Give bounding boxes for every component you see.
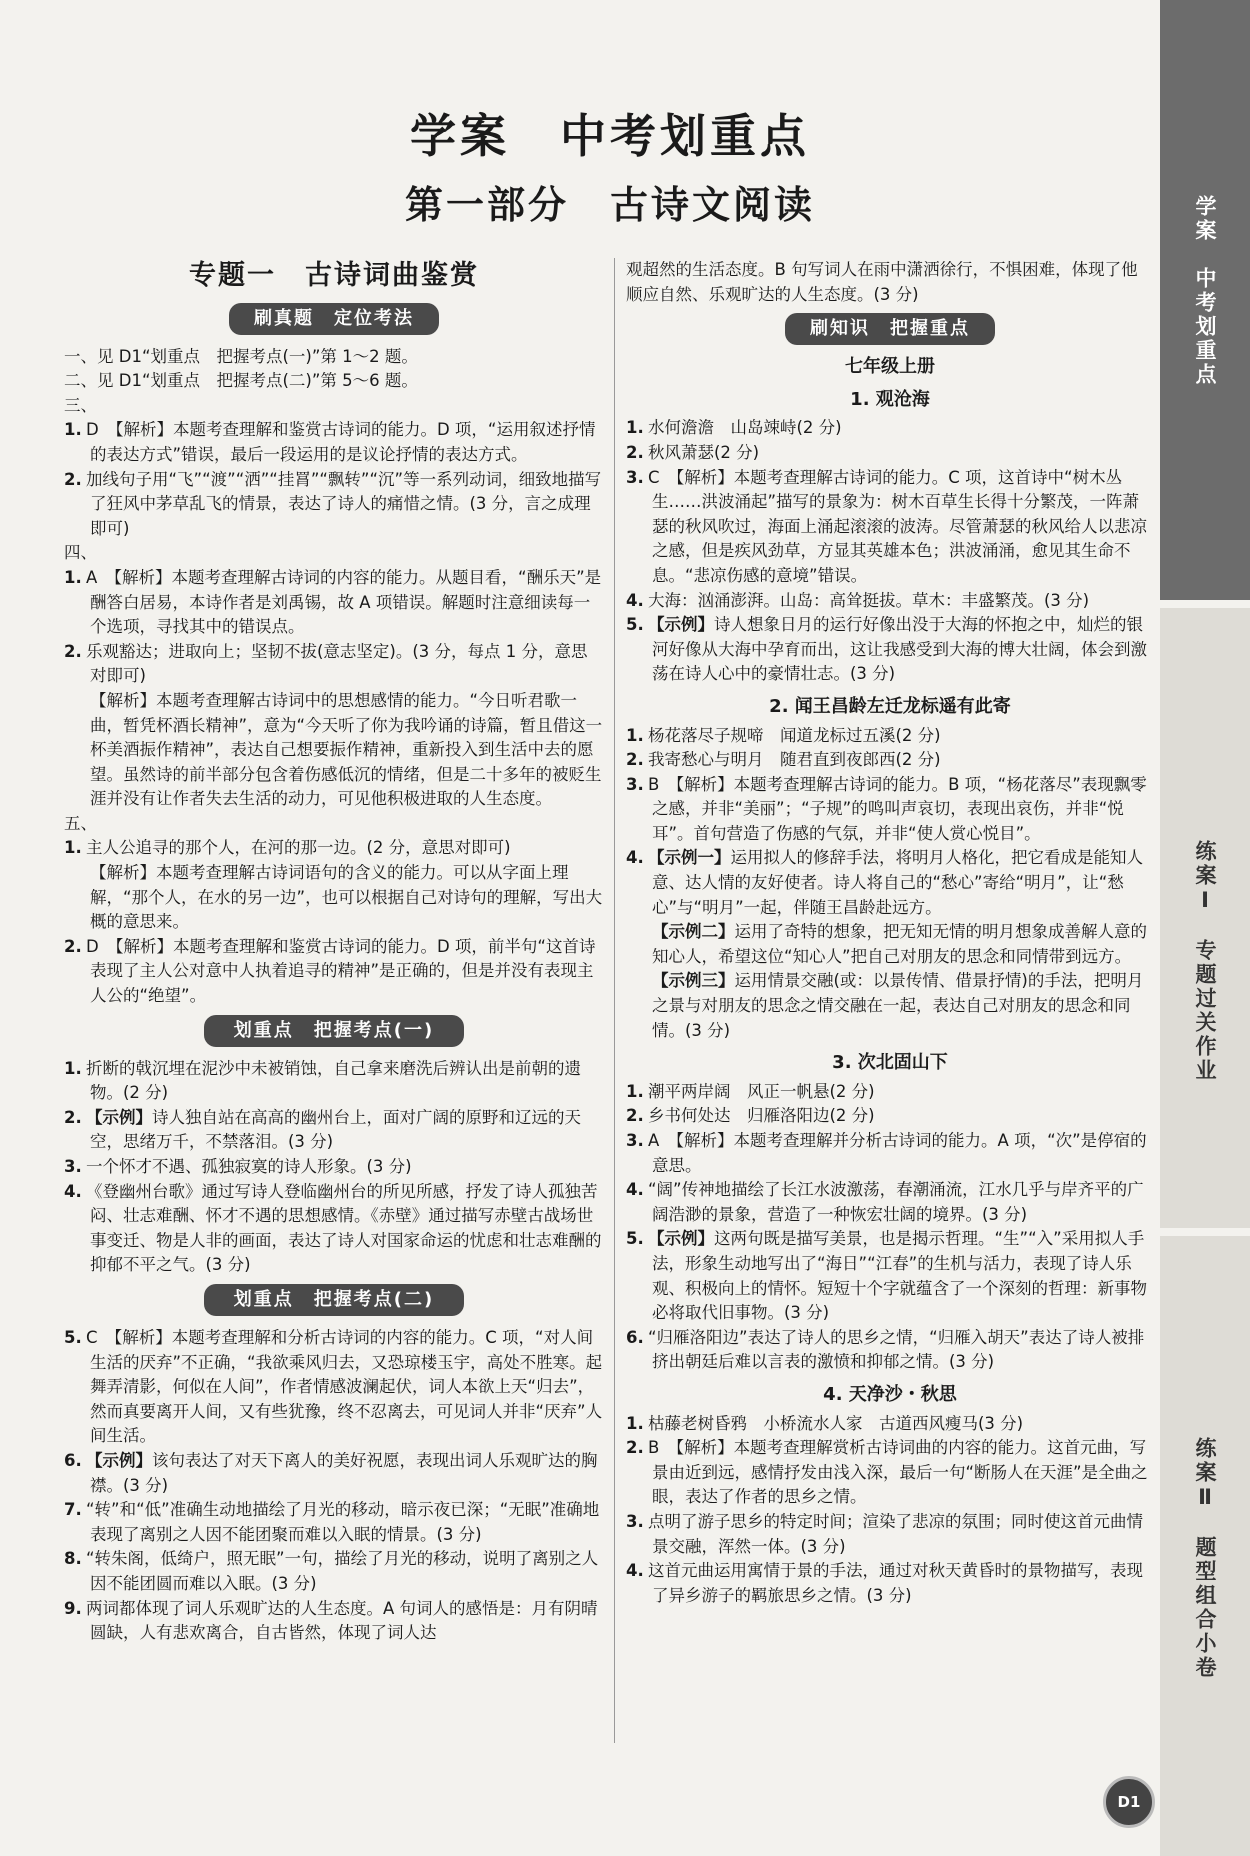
- item-number: 3.: [64, 1157, 82, 1176]
- example-tag: 【示例】: [648, 1229, 714, 1249]
- answer-item: [626, 1326, 1154, 1375]
- answer-text: 折断的戟沉埋在泥沙中未被销蚀，自己拿来磨洗后辨认出是前朝的遗物。(2 分): [86, 1058, 581, 1103]
- choice: A: [86, 567, 98, 587]
- answer-text: “转朱阁，低绮户，照无眠”一句，描绘了月光的移动，说明了离别之人因不能团圆而难以入眠。(3 分): [86, 1549, 599, 1593]
- answer-sub: [626, 969, 1154, 1043]
- item-number: 5.: [626, 615, 644, 635]
- item-number: 4.: [64, 1181, 82, 1201]
- item-number: 1.: [626, 725, 644, 745]
- tab-practice-1[interactable]: [1160, 608, 1250, 1228]
- answer-text: 两词都体现了词人乐观旷达的人生态度。A 句词人的感悟是：月有阴晴圆缺，人有悲欢离合，自古皆然，体现了词人达: [86, 1598, 598, 1643]
- item-number: 2.: [64, 936, 82, 956]
- page-number-badge: D1: [1103, 1776, 1155, 1828]
- example-tag: 【示例】: [86, 1450, 152, 1470]
- section-banner: 划重点 把握考点(一): [204, 1015, 464, 1047]
- answer-item: [64, 418, 604, 467]
- answer-item: [626, 466, 1154, 589]
- item-number: 3.: [626, 1131, 644, 1150]
- answer-text: 【解析】本题考查理解和鉴赏古诗词的能力。D 项，“运用叙述抒情的表达方式”错误，最后一段运用的是议论抒情的表达方式。: [90, 420, 596, 464]
- choice: B: [648, 774, 660, 794]
- answer-item: [64, 1449, 604, 1498]
- page-title: 学案 中考划重点: [410, 109, 810, 163]
- item-number: 4.: [626, 848, 644, 868]
- grade-heading: 七年级上册: [845, 356, 935, 378]
- item-number: 4.: [626, 590, 644, 610]
- analysis-text: 【解析】本题考查理解古诗词语句的含义的能力。可以从字面上理解，“那个人，在水的另一边”，也可以根据自己对诗句的理解，写出大概的意思来。: [90, 863, 603, 932]
- answer-item: [626, 724, 1154, 749]
- item-number: 1.: [64, 420, 82, 440]
- answer-line: 一、见 D1“划重点 把握考点(一)”第 1～2 题。: [64, 346, 418, 366]
- answer-text: 运用情景交融(或：以景传情、借景抒情)的手法，把明月之景与对朋友的思念之情交融在一起，表达自己对朋友的思念和同情。(3 分): [652, 971, 1144, 1040]
- poem-heading: 3. 次北固山下: [832, 1052, 948, 1074]
- answer-text: 我寄愁心与明月 随君直到夜郎西(2 分): [648, 750, 941, 770]
- continued-text: 观超然的生活态度。B 句写词人在雨中潇洒徐行，不惧困难，体现了他顺应自然、乐观旷达的人生态度。(3 分): [626, 260, 1138, 304]
- answer-item: [626, 1104, 1154, 1129]
- example-tag: 【示例】: [86, 1107, 152, 1127]
- item-number: 1.: [64, 1058, 82, 1078]
- answer-text: 点明了游子思乡的特定时间；渲染了悲凉的氛围；同时使这首元曲情景交融，浑然一体。(3 分): [648, 1511, 1143, 1556]
- answer-item: [64, 1547, 604, 1596]
- answer-text: 【解析】本题考查理解和分析古诗词的内容的能力。C 项，“对人间生活的厌弃”不正确，“我欲乘风归去，又恐琼楼玉宇，高处不胜寒。起舞弄清影，何似在人间”，作者情感波澜起伏，词人本欲上天“归去”，然而真要离开人间，又有些犹豫，终不忍离去，可见词人并非“厌弃”人间生活。: [90, 1327, 603, 1446]
- item-number: 1.: [626, 1081, 644, 1101]
- item-number: 6.: [626, 1327, 644, 1347]
- choice: D: [86, 420, 99, 440]
- answer-text: “转”和“低”准确生动地描绘了月光的移动，暗示夜已深；“无眠”准确地表现了离别之人因不能团聚而难以入眠的情景。(3 分): [86, 1500, 600, 1544]
- tab-label: 学案 中考划重点: [1193, 195, 1217, 387]
- answer-item: [626, 1436, 1154, 1510]
- choice: C: [648, 467, 660, 487]
- tab-practice-2[interactable]: [1160, 1236, 1250, 1856]
- answer-text: “阔”传神地描绘了长江水波激荡，春潮涌流，江水几乎与岸齐平的广阔浩渺的景象，营造了一种恢宏壮阔的境界。(3 分): [648, 1180, 1144, 1224]
- answer-text: “归雁洛阳边”表达了诗人的思乡之情，“归雁入胡天”表达了诗人被排挤出朝廷后难以言表的激愤和抑郁之情。(3 分): [648, 1327, 1145, 1372]
- item-number: 7.: [64, 1500, 82, 1520]
- item-number: 6.: [64, 1450, 82, 1470]
- answer-item: [626, 773, 1154, 847]
- answer-item: [626, 1412, 1154, 1437]
- answer-item: [64, 836, 604, 861]
- answer-line: 五、: [64, 813, 97, 833]
- item-number: 5.: [64, 1327, 82, 1347]
- item-number: 5.: [626, 1229, 644, 1249]
- answer-item: [64, 1597, 604, 1646]
- choice: B: [648, 1438, 660, 1458]
- item-number: 2.: [64, 1107, 82, 1127]
- answer-text: 枯藤老树昏鸦 小桥流水人家 古道西风瘦马(3 分): [648, 1413, 1024, 1433]
- answer-text: 一个怀才不遇、孤独寂寞的诗人形象。(3 分): [86, 1157, 412, 1176]
- answer-item: [626, 1129, 1154, 1178]
- item-number: 2.: [626, 750, 644, 770]
- answer-item: [64, 468, 604, 542]
- answer-text: 诗人想象日月的运行好像出没于大海的怀抱之中，灿烂的银河好像从大海中孕育而出，这让我感受到大海的博大壮阔，体会到激荡在诗人心中的豪情壮志。(3 分): [652, 615, 1147, 684]
- item-number: 4.: [626, 1561, 644, 1581]
- item-number: 2.: [626, 1438, 644, 1458]
- answer-item: [64, 1180, 604, 1278]
- answer-item: [626, 1080, 1154, 1105]
- answer-item: [626, 589, 1154, 614]
- item-number: 1.: [64, 838, 82, 858]
- answer-text: 大海：汹涌澎湃。山岛：高耸挺拔。草木：丰盛繁茂。(3 分): [648, 590, 1090, 610]
- item-number: 3.: [626, 1511, 644, 1531]
- item-number: 2.: [626, 1106, 644, 1126]
- item-number: 2.: [64, 469, 82, 489]
- answer-item: [64, 1057, 604, 1106]
- topic-heading: 专题一 古诗词曲鉴赏: [189, 260, 479, 291]
- answer-text: 【解析】本题考查理解古诗词的能力。C 项，这首诗中“树木丛生……洪波涌起”描写的景象为：树木百草生长得十分繁茂，一阵萧瑟的秋风吹过，海面上涌起滚滚的波涛。尽管萧瑟的秋风给人以悲凉之感，但是疾风劲草，方显其英雄本色；洪波涌涌，愈见其生命不息。“悲凉伤感的意境”错误。: [652, 467, 1147, 585]
- answer-item: [626, 748, 1154, 773]
- item-number: 4.: [626, 1180, 644, 1200]
- answer-text: 【解析】本题考查理解和鉴赏古诗词的能力。D 项，前半句“这首诗表现了主人公对意中人执着追寻的精神”是正确的，但是并没有表现主人公的“绝望”。: [90, 936, 596, 1006]
- item-number: 2.: [64, 641, 82, 661]
- answer-item: [64, 1498, 604, 1547]
- section-banner: 划重点 把握考点(二): [204, 1284, 464, 1316]
- answer-sub: [626, 920, 1154, 969]
- answer-item: [64, 1106, 604, 1155]
- item-number: 1.: [626, 1413, 644, 1433]
- item-number: 3.: [626, 467, 644, 487]
- answer-item: [64, 566, 604, 640]
- item-number: 1.: [626, 418, 644, 438]
- example-tag: 【示例一】: [648, 848, 731, 868]
- answer-text: 乡书何处达 归雁洛阳边(2 分): [648, 1106, 875, 1126]
- section-banner: 刷真题 定位考法: [229, 303, 439, 335]
- answer-text: 潮平两岸阔 风正一帆悬(2 分): [648, 1081, 875, 1101]
- item-number: 9.: [64, 1598, 82, 1618]
- right-column: [626, 258, 1154, 1608]
- answer-text: 这两句既是描写美景，也是揭示哲理。“生”“入”采用拟人手法，形象生动地写出了“海日”“江春”的生机与活力，表现了诗人乐观、积极向上的情怀。短短十个字就蕴含了一个深刻的哲理：新事物必将取代旧事物。(3 分): [652, 1229, 1147, 1323]
- answer-text: 《登幽州台歌》通过写诗人登临幽州台的所见所感，抒发了诗人孤独苦闷、壮志难酬、怀才不遇的思想感情。《赤壁》通过描写赤壁古战场世事变迁、物是人非的画面，表达了诗人对国家命运的忧虑和壮志难酬的抑郁不平之气。(3 分): [86, 1181, 602, 1275]
- item-number: 2.: [626, 442, 644, 462]
- answer-line: 三、: [64, 395, 97, 415]
- answer-text: 【解析】本题考查理解古诗词的内容的能力。从题目看，“酬乐天”是酬答白居易，本诗作者是刘禹锡，故 A 项错误。解题时注意细读每一个选项，寻找其中的错误点。: [90, 567, 602, 637]
- answer-text: 【解析】本题考查理解古诗词的能力。B 项，“杨花落尽”表现飘零之感，并非“美丽”；“子规”的鸣叫声哀切，表现出哀伤，并非“悦耳”。首句营造了伤感的气氛，并非“使人赏心悦目”。: [652, 774, 1147, 843]
- tab-label: 练案Ⅱ 题型组合小卷: [1193, 1437, 1217, 1680]
- left-column: [64, 258, 604, 1646]
- example-tag: 【示例二】: [652, 922, 735, 942]
- answer-item: [64, 1155, 604, 1180]
- answer-text: 秋风萧瑟(2 分): [648, 442, 760, 462]
- answer-item: [626, 846, 1154, 920]
- answer-text: 【解析】本题考查理解赏析古诗词曲的内容的能力。这首元曲，写景由近到远，感情抒发由浅入深，最后一句“断肠人在天涯”是全曲之眼，表达了作者的思乡之情。: [652, 1438, 1148, 1507]
- item-number: 8.: [64, 1549, 82, 1569]
- item-number: 1.: [64, 567, 82, 587]
- column-divider: [614, 258, 615, 1743]
- answer-item: [626, 613, 1154, 687]
- answer-text: 加线句子用“飞”“渡”“洒”“挂罥”“飘转”“沉”等一系列动词，细致地描写了狂风中茅草乱飞的情景，表达了诗人的痛惜之情。(3 分，言之成理即可): [86, 469, 602, 538]
- answer-text: 诗人独自站在高高的幽州台上，面对广阔的原野和辽远的天空，思绪万千，不禁落泪。(3 分): [90, 1107, 581, 1152]
- poem-heading: 4. 天净沙・秋思: [823, 1383, 957, 1405]
- answer-text: 这首元曲运用寓情于景的手法，通过对秋天黄昏时的景物描写，表现了异乡游子的羁旅思乡之情。(3 分): [648, 1561, 1143, 1605]
- side-tabs: [1160, 0, 1250, 1856]
- answer-text: 【解析】本题考查理解并分析古诗词的能力。A 项，“次”是停宿的意思。: [652, 1131, 1147, 1175]
- answer-item: [626, 1227, 1154, 1325]
- poem-heading: 1. 观沧海: [850, 388, 930, 410]
- part-title: 第一部分 古诗文阅读: [404, 183, 815, 227]
- answer-text: 运用拟人的修辞手法，将明月人格化，把它看成是能知人意、达人情的友好使者。诗人将自己的“愁心”寄给“明月”，让“愁心”与“明月”一起，伴随王昌龄赴远方。: [652, 848, 1143, 917]
- answer-item: [64, 1326, 604, 1449]
- item-number: 3.: [626, 774, 644, 794]
- answer-item: [64, 640, 604, 689]
- tab-study-plan[interactable]: [1160, 0, 1250, 600]
- answer-line: 二、见 D1“划重点 把握考点(二)”第 5～6 题。: [64, 371, 418, 391]
- answer-text: 乐观豁达；进取向上；坚韧不拔(意志坚定)。(3 分，每点 1 分，意思对即可): [86, 641, 588, 686]
- answer-text: 主人公追寻的那个人，在河的那一边。(2 分，意思对即可): [86, 838, 511, 858]
- answer-text: 该句表达了对天下离人的美好祝愿，表现出词人乐观旷达的胸襟。(3 分): [90, 1450, 598, 1495]
- answer-text: 杨花落尽子规啼 闻道龙标过五溪(2 分): [648, 725, 941, 745]
- choice: A: [648, 1131, 660, 1150]
- choice: D: [86, 936, 99, 956]
- analysis-text: 【解析】本题考查理解古诗词中的思想感情的能力。“今日听君歌一曲，暂凭杯酒长精神”，意为“今天听了你为我吟诵的诗篇，暂且借这一杯美酒振作精神”，表达自己想要振作精神，重新投入到生活中去的愿望。虽然诗的前半部分包含着伤感低沉的情绪，但是二十多年的被贬生涯并没有让作者失去生活的动力，可见他积极进取的人生态度。: [90, 690, 603, 809]
- answer-item: [626, 416, 1154, 441]
- section-banner: 刷知识 把握重点: [785, 313, 995, 345]
- answer-text: 运用了奇特的想象，把无知无情的明月想象成善解人意的知心人，希望这位“知心人”把自己对朋友的思念和同情带到远方。: [652, 922, 1147, 966]
- answer-item: [626, 1510, 1154, 1559]
- answer-text: 水何澹澹 山岛竦峙(2 分): [648, 418, 842, 438]
- answer-item: [626, 1559, 1154, 1608]
- answer-line: 四、: [64, 543, 97, 563]
- answer-item: [64, 935, 604, 1009]
- example-tag: 【示例】: [648, 615, 714, 635]
- tab-label: 练案Ⅰ 专题过关作业: [1193, 840, 1217, 1083]
- choice: C: [86, 1327, 98, 1347]
- answer-item: [626, 441, 1154, 466]
- example-tag: 【示例三】: [652, 971, 735, 991]
- poem-heading: 2. 闻王昌龄左迁龙标遥有此寄: [769, 695, 1011, 717]
- answer-item: [626, 1178, 1154, 1227]
